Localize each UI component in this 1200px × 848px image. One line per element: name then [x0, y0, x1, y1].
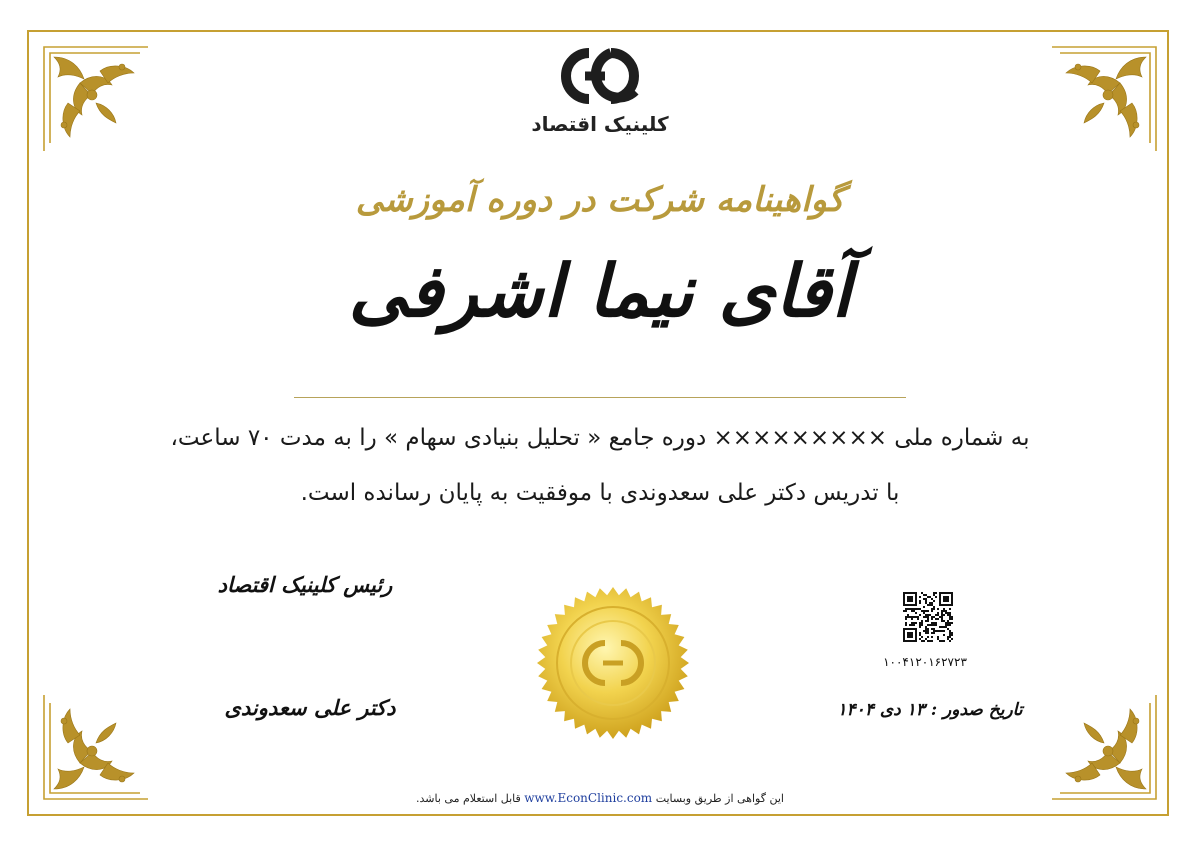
- footer-text: قابل استعلام می باشد.: [416, 792, 521, 805]
- footer-text: این گواهی از طریق وبسایت: [655, 792, 784, 805]
- brand-name: کلینیک اقتصاد: [531, 112, 669, 136]
- certificate-number: ۱۰۰۴۱۲۰۱۶۲۷۲۳: [883, 655, 967, 669]
- certificate-body-line: با تدریس دکتر علی سعدوندی با موفقیت به پایان رسانده است.: [300, 480, 900, 506]
- website-link[interactable]: www.EconClinic.com: [524, 791, 653, 805]
- ornament-corner-icon: [40, 43, 152, 155]
- ornament-corner-icon: [40, 691, 152, 803]
- qr-code-icon: [903, 592, 953, 642]
- certificate-subtitle: گواهینامه شرکت در دوره آموزشی: [355, 180, 845, 220]
- signatory-name: دکتر علی سعدوندی: [224, 695, 396, 720]
- issue-date: تاریخ صدور : ۱۳ دی ۱۴۰۴: [837, 700, 1023, 720]
- certificate-body-line: به شماره ملی ××××××××× دوره جامع « تحلیل بنیادی سهام » را به مدت ۷۰ ساعت،: [170, 425, 1030, 451]
- verification-footer: [300, 791, 900, 805]
- econclinic-logo-icon: [555, 45, 645, 107]
- recipient-name: آقای نیما اشرفی: [348, 248, 852, 333]
- signatory-title: رئیس کلینیک اقتصاد: [217, 572, 393, 597]
- gold-seal-icon: [535, 585, 691, 741]
- ornament-corner-icon: [1048, 691, 1160, 803]
- title-divider: [294, 397, 906, 398]
- ornament-corner-icon: [1048, 43, 1160, 155]
